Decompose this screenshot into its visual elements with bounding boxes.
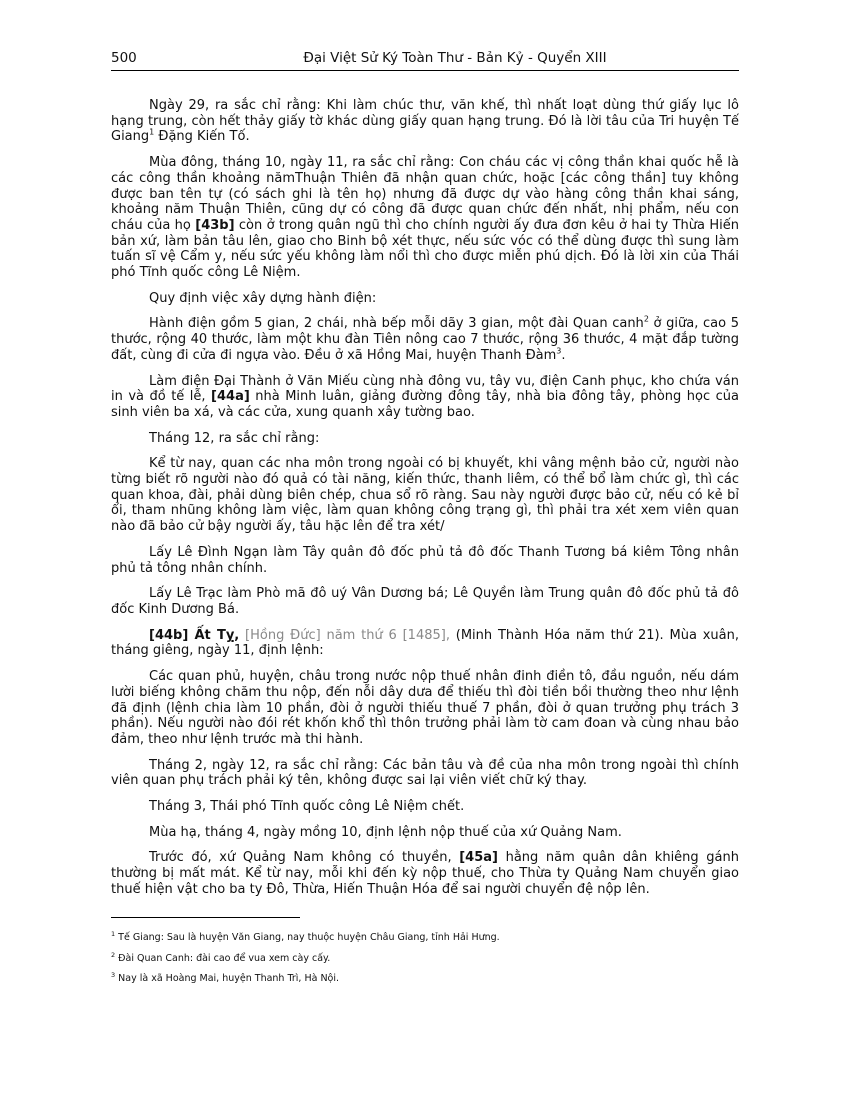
- paragraph: Mùa hạ, tháng 4, ngày mồng 10, định lệnh nộp thuế của xứ Quảng Nam.: [149, 824, 622, 840]
- folio-marker: [45a]: [459, 850, 498, 866]
- footnotes: [111, 929, 739, 994]
- paragraph: [44b] Ất Tỵ, [Hồng Đức] năm thứ 6 [1485], (Minh Thành Hóa năm thứ 21). Mùa xuân, tháng giêng, ngày 11, định lệnh:: [111, 627, 739, 659]
- paragraph: Hành điện gồm 5 gian, 2 chái, nhà bếp mỗi dãy 3 gian, một đài Quan canh$^2$ ở giữa, cao 5 thước, rộng 40 thước, làm một khu đàn Tiên nông cao 7 thước, rộng 36 thước, 4 mặt đắp tường đất, cùng đi cửa đi ngựa vào. Đều ở xã Hồng Mai, huyện Thanh Đàm$^3$.: [111, 315, 739, 363]
- year-heading: [44b] Ất Tỵ,: [149, 627, 240, 643]
- page-number: 500: [111, 50, 137, 66]
- page-body: [111, 98, 739, 908]
- folio-marker: [43b]: [195, 217, 235, 233]
- footnote: $^1$ Tế Giang: Sau là huyện Văn Giang, nay thuộc huyện Châu Giang, tỉnh Hải Hưng.: [111, 929, 500, 943]
- paragraph: Tháng 3, Thái phó Tĩnh quốc công Lê Niệm chết.: [149, 799, 465, 815]
- footnote-divider: [111, 917, 300, 918]
- paragraph: Lấy Lê Đình Ngạn làm Tây quân đô đốc phủ tả đô đốc Thanh Tương bá kiêm Tông nhân phủ tả tông nhân chính.: [111, 544, 739, 576]
- paragraph: Ngày 29, ra sắc chỉ rằng: Khi làm chúc thư, văn khế, thì nhất loạt dùng thứ giấy lục lô hạng trung, còn hết thảy giấy tờ khác dùng giấy quan hạng trung. Đó là lời tâu của Tri huyện Tế Giang$^1$ Đặng Kiến Tố.: [111, 98, 739, 145]
- folio-marker: [44a]: [211, 389, 250, 405]
- paragraph: Kể từ nay, quan các nha môn trong ngoài có bị khuyết, khi vâng mệnh bảo cử, người nào từng biết rõ người nào đó quả có tài năng, kiến thức, thanh liêm, có thể bổ làm chức gì, thì các quan khoa, đài, phải dùng biên chép, chua sổ rõ ràng. Sau này người được bảo cử, nếu có kẻ bỉ ổi, tham nhũng không làm việc, làm quan không công trạng gì, thì phải tra xét xem viên quan nào đã bảo cử bậy người ấy, tâu hặc lên để tra xét/: [111, 456, 739, 535]
- footnote-ref[interactable]: 2: [643, 315, 649, 325]
- paragraph: Tháng 2, ngày 12, ra sắc chỉ rằng: Các bản tâu và đề của nha môn trong ngoài thì chính viên quan phụ trách phải ký tên, không được sai lại viên viết chữ ký thay.: [111, 757, 739, 789]
- running-title: Đại Việt Sử Ký Toàn Thư - Bản Kỷ - Quyển XIII: [303, 50, 607, 66]
- paragraph: Trước đó, xứ Quảng Nam không có thuyền, [45a] hằng năm quân dân khiêng gánh thường bị mất mát. Kể từ nay, mỗi khi đến kỳ nộp thuế, cho Thừa ty Quảng Nam chuyển giao thuế hiện vật cho ba ty Đô, Thừa, Hiến Thuận Hóa để sai người chuyển đệ nộp lên.: [111, 850, 739, 897]
- footnote-ref[interactable]: 3: [556, 346, 562, 356]
- paragraph: Mùa đông, tháng 10, ngày 11, ra sắc chỉ rằng: Con cháu các vị công thần khai quốc hễ là các công thần khoảng nămThuận Thiên đã nhận quan chức, hoặc [các công thần] tuy không được ban tên tự (có sách ghi là tên họ) nhưng đã được dự vào hàng công thần khai sáng, khoảng năm Thuận Thiên, cũng dự có công đã được quan chức đến nhất, nhị phẩm, nếu con cháu của họ [43b] còn ở trong quân ngũ thì cho chính người ấy đưa đơn kêu ở hai ty Thừa Hiến bản xứ, làm bản tâu lên, giao cho Binh bộ xét thực, nếu sức vóc có thể dùng được thì sung làm tuấn sĩ vệ Cẩm y, nếu sức yếu không làm nổi thì cho được miễn phú dịch. Đó là lời xin của Thái phó Tĩnh quốc công Lê Niệm.: [111, 155, 739, 281]
- paragraph: Làm điện Đại Thành ở Văn Miếu cùng nhà đông vu, tây vu, điện Canh phục, kho chứa ván in và đồ tế lễ, [44a] nhà Minh luân, giảng đường đông tây, nhà bia đông tây, phòng học của sinh viên ba xá, và các cửa, xung quanh xây tường bao.: [111, 373, 739, 420]
- paragraph: Tháng 12, ra sắc chỉ rằng:: [149, 430, 320, 446]
- paragraph: Các quan phủ, huyện, châu trong nước nộp thuế nhân đinh điền tô, đầu nguồn, nếu dám lười biếng không chăm thu nộp, đến nỗi dây dưa để thiếu thì đòi tiền bồi thường theo như lệnh đã định (lệnh chia làm 10 phần, đòi ở người thiếu thuế 7 phần, đòi ở quan trưởng phụ trách 3 phần). Nếu người nào đói rét khốn khổ thì thôn trưởng phải làm tờ cam đoan và cùng nhau bảo đảm, theo như lệnh trước mà thi hành.: [111, 669, 739, 747]
- paragraph: Quy định việc xây dựng hành điện:: [149, 290, 377, 306]
- footnote: $^3$ Nay là xã Hoàng Mai, huyện Thanh Trì, Hà Nội.: [111, 970, 340, 984]
- paragraph: Lấy Lê Trạc làm Phò mã đô uý Vân Dương bá; Lê Quyền làm Trung quân đô đốc phủ tả đô đốc Kinh Dương Bá.: [111, 586, 739, 617]
- footnote: $^2$ Đài Quan Canh: đài cao để vua xem cày cấy.: [111, 950, 331, 964]
- footnote-ref[interactable]: 1: [149, 128, 155, 138]
- era-note: [Hồng Đức] năm thứ 6 [1485],: [239, 627, 450, 643]
- page-header: [111, 50, 739, 71]
